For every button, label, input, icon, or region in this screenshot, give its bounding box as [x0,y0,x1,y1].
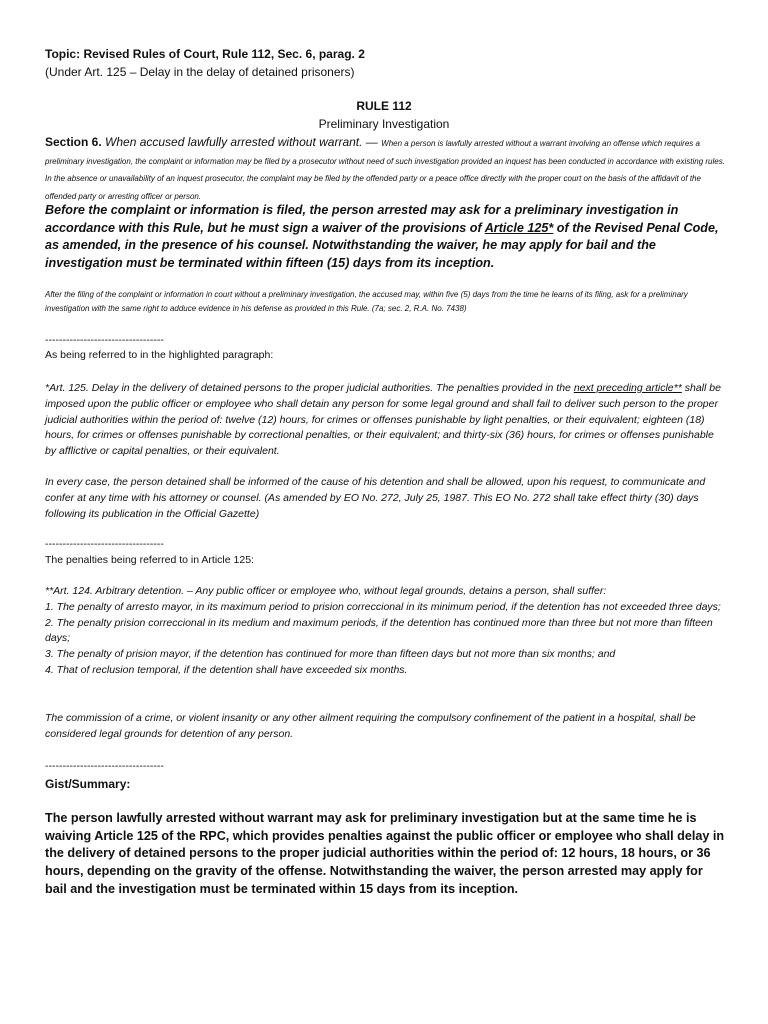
article-125-text-1: *Art. 125. Delay in the delivery of detained persons to the proper judicial authorities. The penalties provided in the [45,382,574,394]
gist-body: The person lawfully arrested without warrant may ask for preliminary investigation but at the same time he is waiving Article 125 of the RPC, which provides penalties against the public officer or employee who shall delay in the delivery of detained persons to the proper judicial authorities within the period of: 12 hours, 18 hours, or 36 hours, depending on the gravity of the offense. Notwithstanding the waiver, the person arrested may apply for bail and the investigation must be terminated within 15 days from its inception. [45,811,725,896]
section-title: When accused lawfully arrested without warrant. — [101,135,382,149]
topic-line: Topic: Revised Rules of Court, Rule 112, Sec. 6, parag. 2 [45,47,365,61]
highlight-text-2: of the Revised Penal Code, as amended, in the presence of his counsel. Notwithstanding the waiver, he may apply for bail and the investigation must be terminated within fifteen (15) days from its inception. [45,220,719,271]
article-125-paragraph [45,381,725,460]
article-124-intro: **Art. 124. Arbitrary detention. – Any public officer or employee who, without legal grounds, detains a person, shall suffer: [45,585,607,597]
list-item: 2. The penalty prision correccional in its medium and maximum periods, if the detention has continued more than three but not more than fifteen days; [45,616,713,645]
divider: ---------------------------------- [45,760,164,772]
divider: ---------------------------------- [45,334,164,346]
gist-heading: Gist/Summary: [45,777,131,791]
section-body: When a person is lawfully arrested without a warrant involving an offense which requires a preliminary investigation, the complaint or information may be filed by a prosecutor without need of such investigation provided an inquest has been conducted in accordance with existing rules. In the absence or unavailability of an inquest prosecutor, the complaint may be filed by the offended party or a peace office directly with the proper court on the basis of the affidavit of the offended party or arresting officer or person. [45,139,725,201]
next-preceding-article-link[interactable]: next preceding article** [573,382,682,394]
legal-grounds-paragraph: The commission of a crime, or violent insanity or any other ailment requiring the compulsory confinement of the patient in a hospital, shall be considered legal grounds for detention of any person. [45,712,696,740]
list-item: 1. The penalty of arresto mayor, in its maximum period to prision correccional in its minimum period, if the detention has not exceeded three days; [45,600,721,613]
penalties-heading: The penalties being referred to in Article 125: [45,554,254,566]
topic-subline: (Under Art. 125 – Delay in the delay of detained prisoners) [45,65,355,79]
list-item: 4. That of reclusion temporal, if the detention shall have exceeded six months. [45,663,408,676]
list-item: 3. The penalty of prision mayor, if the detention has continued for more than fifteen days but not more than six months; and [45,648,616,661]
rule-number: RULE 112 [356,99,412,113]
rule-title: Preliminary Investigation [318,117,450,131]
article-125-text-2: shall be imposed upon the public officer or employee who shall detain any person for some legal ground and shall fail to deliver such person to the proper judicial authorities within the period of: twelve (12) hours, for crimes or offenses punishable by light penalties, or their equivalent; eighteen (18) hours, for crimes or offenses punishable by correctional penalties, or their equivalent; and thirty-six (36) hours, for crimes or offenses punishable by afflictive or capital penalties, or their equivalent. [45,382,721,458]
highlighted-paragraph [45,202,725,273]
article-124-block [45,584,725,679]
divider: ---------------------------------- [45,538,164,550]
highlight-text-1: Before the complaint or information is filed, the person arrested may ask for a preliminary investigation in accordance with this Rule, but he must sign a waiver of the provisions of [45,203,679,235]
after-filing-paragraph: After the filing of the complaint or information in court without a preliminary investigation, the accused may, within five (5) days from the time he learns of its filing, ask for a preliminary investigation with the same right to adduce evidence in his defense as provided in this Rule. (7a; sec. 2, R.A. No. 7438) [45,290,688,313]
article-125-second-paragraph: In every case, the person detained shall be informed of the cause of his detention and shall be allowed, upon his request, to communicate and confer at any time with his attorney or counsel. (As amended by EO No. 272, July 25, 1987. This EO No. 272 shall take effect thirty (30) days following its publication in the Official Gazette) [45,476,706,520]
referred-heading: As being referred to in the highlighted paragraph: [45,349,274,361]
section-label: Section 6. [45,135,102,149]
article-125-link[interactable]: Article 125* [484,220,554,235]
section-6-paragraph [45,134,725,204]
